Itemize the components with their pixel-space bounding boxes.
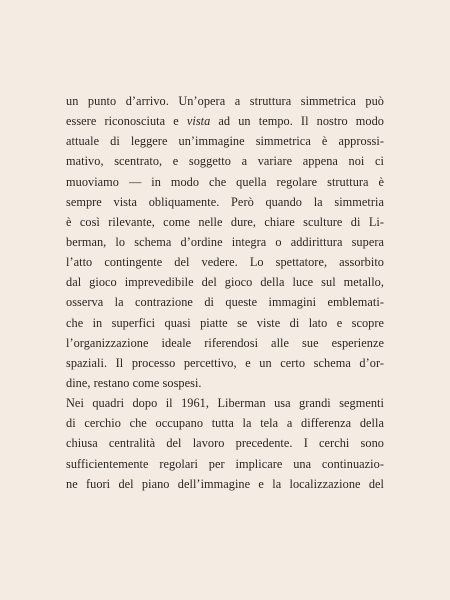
text-line: è così rilevante, come nelle dure, chiare sculture di Li-: [66, 214, 384, 229]
text-line: sempre vista obliquamente. Però quando la simmetria: [66, 194, 384, 209]
text-line: di cerchio che occupano tutta la tela a differenza della: [66, 416, 384, 431]
text-line: mativo, scentrato, e soggetto a variare appena noi ci: [66, 154, 384, 169]
text-line: ne fuori del piano dell’immagine e la localizzazione del: [66, 476, 384, 491]
text-line: che in superfici quasi piatte se viste di lato e scopre: [66, 315, 384, 330]
text-line: l’organizzazione ideale riferendosi alle sue esperienze: [66, 335, 384, 350]
text-line: spaziali. Il processo percettivo, e un certo schema d’or-: [66, 355, 384, 370]
text-line: osserva la contrazione di queste immagini emblemati-: [66, 295, 384, 310]
text-line: sufficientemente regolari per implicare una continuazio-: [66, 456, 384, 471]
text-line: attuale di leggere un’immagine simmetrica è approssi-: [66, 134, 384, 149]
emphasis: vista: [186, 114, 211, 129]
text-line: dal gioco imprevedibile del gioco della luce sul metallo,: [66, 275, 384, 290]
text-line: muoviamo — in modo che quella regolare struttura è: [66, 174, 384, 189]
text-line: l’atto contingente del vedere. Lo spettatore, assorbito: [66, 255, 384, 270]
text-line: un punto d’arrivo. Un’opera a struttura simmetrica può: [66, 94, 384, 108]
text-line: dine, restano come sospesi.: [66, 375, 202, 390]
text-line: essere riconosciuta e vista ad un tempo. Il nostro modo: [66, 114, 384, 129]
text-line: berman, lo schema d’ordine integra o addirittura supera: [66, 234, 384, 249]
text-line: Nei quadri dopo il 1961, Liberman usa grandi segmenti: [66, 396, 384, 411]
body-text: [66, 91, 384, 494]
text-line: chiusa centralità del lavoro precedente. I cerchi sono: [66, 436, 384, 451]
